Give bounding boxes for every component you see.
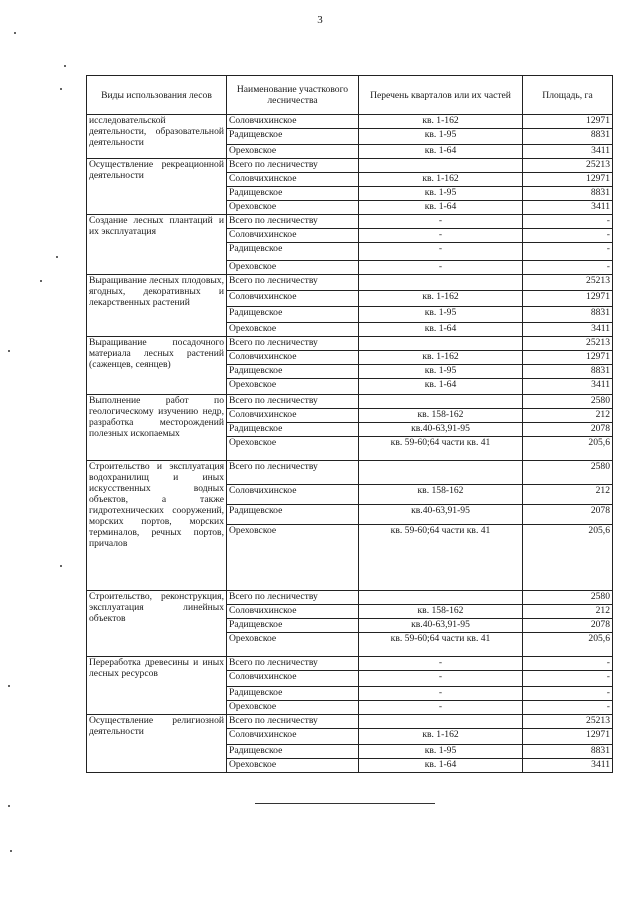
area-cell: 12971 [523,291,613,307]
header-lesnichestvo: Наименование участкового лесничества [227,76,359,115]
kvartaly-cell: кв. 158-162 [359,605,523,619]
table-header-row [87,76,613,115]
area-cell: 25213 [523,337,613,351]
table-row [87,715,613,729]
scan-speck [60,565,62,567]
kvartaly-cell: кв. 59-60;64 части кв. 41 [359,525,523,591]
lesnichestvo-cell: Ореховское [227,633,359,657]
area-cell: 205,6 [523,633,613,657]
kvartaly-cell: - [359,657,523,671]
area-cell: 2078 [523,505,613,525]
scan-speck [14,32,16,34]
activity-cell: Выращивание посадочного материала лесных растений (саженцев, сеянцев) [87,337,227,395]
lesnichestvo-cell: Соловчихинское [227,729,359,745]
lesnichestvo-cell: Радищевское [227,129,359,145]
area-cell: 3411 [523,145,613,159]
kvartaly-cell: кв. 1-162 [359,173,523,187]
table-row [87,159,613,173]
forest-use-table [86,75,613,773]
kvartaly-cell: - [359,701,523,715]
area-cell: 12971 [523,729,613,745]
lesnichestvo-cell: Радищевское [227,187,359,201]
header-kvartaly: Перечень кварталов или их частей [359,76,523,115]
area-cell: - [523,243,613,261]
table-row [87,215,613,229]
lesnichestvo-cell: Соловчихинское [227,291,359,307]
area-cell: - [523,657,613,671]
area-cell: 8831 [523,129,613,145]
activity-cell: Осуществление рекреационной деятельности [87,159,227,215]
table-row [87,657,613,671]
kvartaly-cell: кв. 158-162 [359,409,523,423]
kvartaly-cell: - [359,215,523,229]
lesnichestvo-cell: Всего по лесничеству [227,657,359,671]
lesnichestvo-cell: Соловчихинское [227,485,359,505]
kvartaly-cell: кв.40-63,91-95 [359,505,523,525]
lesnichestvo-cell: Всего по лесничеству [227,337,359,351]
kvartaly-cell: кв. 1-162 [359,351,523,365]
lesnichestvo-cell: Радищевское [227,365,359,379]
page-number: 3 [317,14,323,26]
area-cell: 2078 [523,423,613,437]
activity-cell: Переработка древесины и иных лесных ресурсов [87,657,227,715]
kvartaly-cell: кв. 1-64 [359,323,523,337]
header-area: Площадь, га [523,76,613,115]
lesnichestvo-cell: Всего по лесничеству [227,215,359,229]
kvartaly-cell: кв. 1-95 [359,187,523,201]
kvartaly-cell: - [359,687,523,701]
lesnichestvo-cell: Ореховское [227,261,359,275]
area-cell: 8831 [523,745,613,759]
lesnichestvo-cell: Соловчихинское [227,173,359,187]
area-cell: 205,6 [523,525,613,591]
area-cell: 12971 [523,115,613,129]
lesnichestvo-cell: Ореховское [227,525,359,591]
lesnichestvo-cell: Ореховское [227,437,359,461]
kvartaly-cell [359,159,523,173]
activity-cell: Строительство и эксплуатация водохранилищ и иных искусственных водных объектов, а также гидротехнических сооружений, морских портов, морских терминалов, речных портов, причалов [87,461,227,591]
area-cell: - [523,701,613,715]
table-row [87,461,613,485]
scan-speck [8,685,10,687]
scan-speck [60,88,62,90]
kvartaly-cell: кв. 1-64 [359,201,523,215]
activity-cell: Осуществление религиозной деятельности [87,715,227,773]
lesnichestvo-cell: Ореховское [227,701,359,715]
scan-speck [8,805,10,807]
area-cell: 2580 [523,395,613,409]
table-row [87,275,613,291]
area-cell: - [523,215,613,229]
kvartaly-cell: - [359,261,523,275]
header-activity: Виды использования лесов [87,76,227,115]
kvartaly-cell [359,715,523,729]
kvartaly-cell [359,275,523,291]
kvartaly-cell: кв. 1-95 [359,745,523,759]
area-cell: 8831 [523,307,613,323]
table-row [87,337,613,351]
lesnichestvo-cell: Соловчихинское [227,115,359,129]
lesnichestvo-cell: Радищевское [227,745,359,759]
lesnichestvo-cell: Радищевское [227,687,359,701]
scan-speck [64,65,66,67]
kvartaly-cell: кв. 158-162 [359,485,523,505]
lesnichestvo-cell: Соловчихинское [227,351,359,365]
area-cell: 12971 [523,351,613,365]
lesnichestvo-cell: Соловчихинское [227,409,359,423]
lesnichestvo-cell: Всего по лесничеству [227,395,359,409]
kvartaly-cell: кв. 1-95 [359,129,523,145]
lesnichestvo-cell: Всего по лесничеству [227,591,359,605]
lesnichestvo-cell: Ореховское [227,201,359,215]
activity-cell: Строительство, реконструкция, эксплуатация линейных объектов [87,591,227,657]
area-cell: 212 [523,605,613,619]
area-cell: - [523,229,613,243]
lesnichestvo-cell: Соловчихинское [227,671,359,687]
area-cell: 3411 [523,201,613,215]
area-cell: - [523,687,613,701]
kvartaly-cell [359,461,523,485]
kvartaly-cell: кв. 1-64 [359,759,523,773]
kvartaly-cell: кв.40-63,91-95 [359,423,523,437]
kvartaly-cell: - [359,671,523,687]
scan-speck [8,350,10,352]
kvartaly-cell: кв.40-63,91-95 [359,619,523,633]
area-cell: 25213 [523,275,613,291]
footer-divider [255,803,435,804]
table-row [87,395,613,409]
scan-speck [40,280,42,282]
kvartaly-cell: кв. 1-64 [359,145,523,159]
area-cell: - [523,671,613,687]
area-cell: 8831 [523,187,613,201]
area-cell: 3411 [523,379,613,395]
table-row [87,591,613,605]
lesnichestvo-cell: Радищевское [227,619,359,633]
lesnichestvo-cell: Ореховское [227,323,359,337]
activity-cell: Выполнение работ по геологическому изучению недр, разработка месторождений полезных ископаемых [87,395,227,461]
area-cell: 212 [523,409,613,423]
kvartaly-cell: кв. 1-64 [359,379,523,395]
lesnichestvo-cell: Радищевское [227,505,359,525]
kvartaly-cell: кв. 1-95 [359,307,523,323]
area-cell: 25213 [523,159,613,173]
activity-cell: исследовательской деятельности, образовательной деятельности [87,115,227,159]
kvartaly-cell [359,591,523,605]
area-cell: 25213 [523,715,613,729]
kvartaly-cell: кв. 1-162 [359,115,523,129]
lesnichestvo-cell: Всего по лесничеству [227,715,359,729]
kvartaly-cell: - [359,229,523,243]
lesnichestvo-cell: Радищевское [227,307,359,323]
area-cell: 2580 [523,461,613,485]
area-cell: 12971 [523,173,613,187]
lesnichestvo-cell: Соловчихинское [227,605,359,619]
lesnichestvo-cell: Всего по лесничеству [227,275,359,291]
area-cell: 212 [523,485,613,505]
kvartaly-cell: кв. 1-162 [359,291,523,307]
table-row [87,115,613,129]
area-cell: 8831 [523,365,613,379]
lesnichestvo-cell: Радищевское [227,243,359,261]
area-cell: 3411 [523,759,613,773]
area-cell: 2580 [523,591,613,605]
activity-cell: Создание лесных плантаций и их эксплуатация [87,215,227,275]
activity-cell: Выращивание лесных плодовых, ягодных, декоративных и лекарственных растений [87,275,227,337]
scan-speck [56,256,58,258]
area-cell: 205,6 [523,437,613,461]
kvartaly-cell: кв. 1-162 [359,729,523,745]
lesnichestvo-cell: Всего по лесничеству [227,159,359,173]
kvartaly-cell: - [359,243,523,261]
lesnichestvo-cell: Соловчихинское [227,229,359,243]
lesnichestvo-cell: Всего по лесничеству [227,461,359,485]
kvartaly-cell: кв. 1-95 [359,365,523,379]
area-cell: - [523,261,613,275]
scan-speck [10,850,12,852]
lesnichestvo-cell: Ореховское [227,379,359,395]
area-cell: 2078 [523,619,613,633]
kvartaly-cell [359,395,523,409]
area-cell: 3411 [523,323,613,337]
table-body [87,115,613,773]
lesnichestvo-cell: Ореховское [227,145,359,159]
lesnichestvo-cell: Ореховское [227,759,359,773]
kvartaly-cell: кв. 59-60;64 части кв. 41 [359,437,523,461]
kvartaly-cell [359,337,523,351]
kvartaly-cell: кв. 59-60;64 части кв. 41 [359,633,523,657]
lesnichestvo-cell: Радищевское [227,423,359,437]
